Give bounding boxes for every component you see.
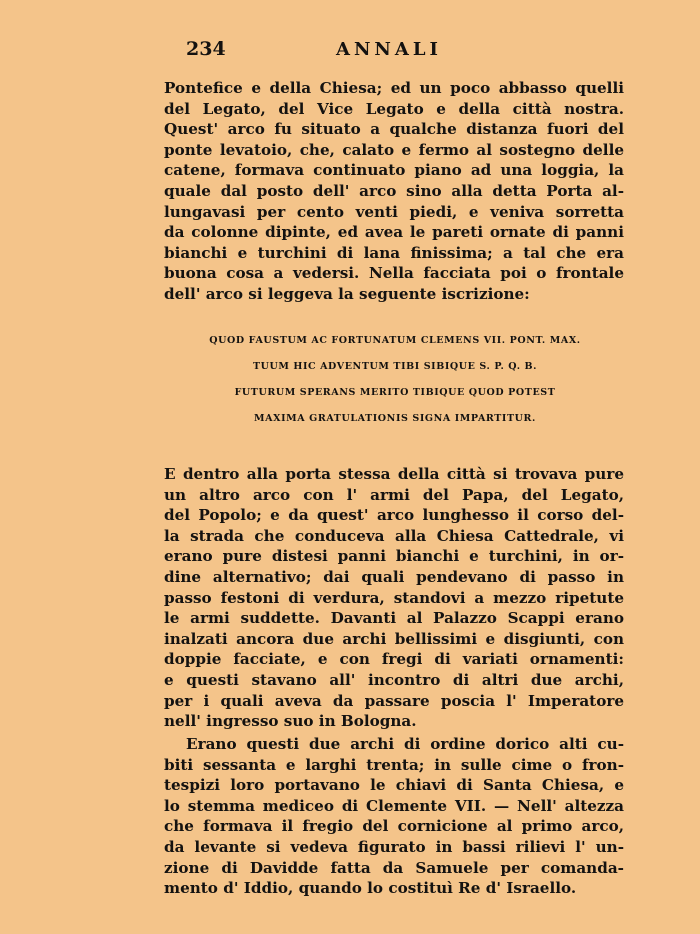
inscription-line: TUUM HIC ADVENTUM TIBI SIBIQUE S. P. Q. B. bbox=[252, 361, 538, 372]
text-line: per i quali aveva da passare poscia l' Imperatore bbox=[164, 691, 624, 710]
text-line: del Legato, del Vice Legato e della città nostra. bbox=[164, 99, 624, 118]
page-number: 234 bbox=[186, 38, 226, 60]
paragraph-3 bbox=[164, 734, 624, 899]
text-line: bianchi e turchini di lana finissima; a tal che era bbox=[164, 243, 624, 262]
text-line: da levante si vedeva figurato in bassi rilievi l' un- bbox=[164, 837, 624, 856]
text-line: zione di Davidde fatta da Samuele per comanda- bbox=[164, 858, 624, 877]
text-line: Erano questi due archi di ordine dorico alti cu- bbox=[186, 735, 624, 753]
page-header bbox=[186, 38, 620, 64]
text-line: lo stemma mediceo di Clemente VII. — Nell' altezza bbox=[164, 796, 624, 815]
paragraph-2 bbox=[164, 464, 624, 732]
text-line: buona cosa a vedersi. Nella facciata poi o frontale bbox=[164, 264, 624, 283]
text-line: Pontefice e della Chiesa; ed un poco abbasso quelli bbox=[164, 79, 624, 97]
running-title: ANNALI bbox=[336, 39, 442, 60]
text-line: passo festoni di verdura, standovi a mezzo ripetute bbox=[164, 588, 624, 607]
text-line: del Popolo; e da quest' arco lunghesso il corso del- bbox=[164, 506, 624, 525]
text-line: nell' ingresso suo in Bologna. bbox=[164, 712, 417, 731]
paragraph-1 bbox=[164, 78, 624, 305]
text-line: lungavasi per cento venti piedi, e veniva sorretta bbox=[164, 202, 624, 221]
text-line: erano pure distesi panni bianchi e turchini, in or- bbox=[164, 547, 624, 566]
text-line: Quest' arco fu situato a qualche distanza fuori del bbox=[164, 120, 624, 139]
text-line: dell' arco si leggeva la seguente iscrizione: bbox=[164, 284, 530, 303]
text-line: ponte levatoio, che, calato e fermo al sostegno delle bbox=[164, 140, 624, 159]
inscription-line: MAXIMA GRATULATIONIS SIGNA IMPARTITUR. bbox=[254, 413, 536, 424]
text-line: inalzati ancora due archi bellissimi e disgiunti, con bbox=[164, 629, 624, 648]
text-line: biti sessanta e larghi trenta; in sulle cime o fron- bbox=[164, 755, 624, 774]
text-line: che formava il fregio del cornicione al primo arco, bbox=[164, 817, 624, 836]
text-line: E dentro alla porta stessa della città si trovava pure bbox=[164, 465, 624, 483]
text-line: quale dal posto dell' arco sino alla detta Porta al- bbox=[164, 181, 624, 200]
text-line: dine alternativo; dai quali pendevano di passo in bbox=[164, 567, 624, 586]
text-line: mento d' Iddio, quando lo costituì Re d' Israello. bbox=[164, 879, 577, 898]
inscription-line: QUOD FAUSTUM AC FORTUNATUM CLEMENS VII. PONT. MAX. bbox=[209, 335, 581, 346]
text-line: tespizi loro portavano le chiavi di Santa Chiesa, e bbox=[164, 776, 624, 795]
inscription-line: FUTURUM SPERANS MERITO TIBIQUE QUOD POTEST bbox=[234, 387, 556, 398]
text-line: un altro arco con l' armi del Papa, del Legato, bbox=[164, 485, 624, 504]
text-line: le armi suddette. Davanti al Palazzo Scappi erano bbox=[164, 609, 624, 628]
text-line: e questi stavano all' incontro di altri due archi, bbox=[164, 670, 624, 689]
inscription-block bbox=[165, 334, 625, 438]
text-line: da colonne dipinte, ed avea le pareti ornate di panni bbox=[164, 223, 624, 242]
text-line: la strada che conduceva alla Chiesa Cattedrale, vi bbox=[164, 526, 624, 545]
text-line: doppie facciate, e con fregi di variati ornamenti: bbox=[164, 650, 624, 669]
text-line: catene, formava continuato piano ad una loggia, la bbox=[164, 161, 624, 180]
